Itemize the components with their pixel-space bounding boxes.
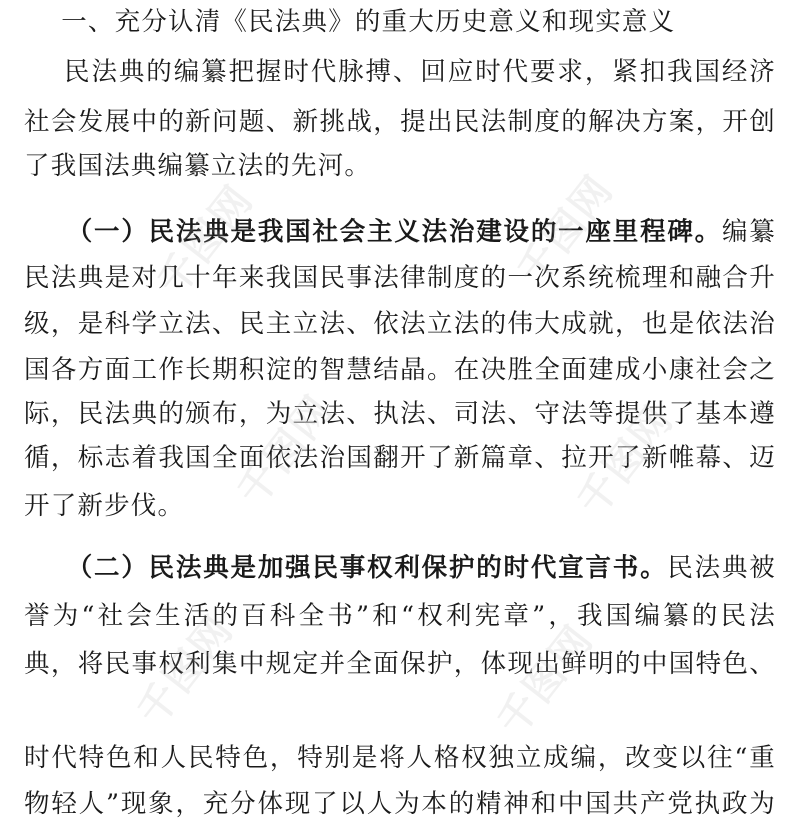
text-line-l3	[24, 104, 776, 140]
body-text: 开了新步伐。	[24, 491, 185, 521]
text-line-l10	[24, 440, 776, 476]
body-text: 编纂	[721, 217, 776, 247]
body-text: 誉为“社会生活的百科全书”和“权利宪章”，我国编纂的民法	[24, 601, 776, 631]
text-line-l15	[24, 740, 776, 776]
text-line-l16	[24, 786, 776, 822]
text-line-l13	[24, 598, 776, 634]
body-text: 民法典的编纂把握时代脉搏、回应时代要求，紧扣我国经济	[24, 57, 776, 87]
text-line-l9	[24, 396, 776, 432]
text-line-l2	[24, 54, 776, 90]
text-line-l14	[24, 646, 776, 682]
body-text: 级，是科学立法、民主立法、依法立法的伟大成就，也是依法治	[24, 309, 776, 339]
watermark-logo: 千图网	[228, 386, 343, 515]
body-text: 了我国法典编纂立法的先河。	[24, 151, 372, 181]
text-line-l12	[24, 550, 776, 586]
text-line-l6	[24, 260, 776, 296]
watermark-logo: 千图网	[148, 176, 263, 305]
body-text: 时代特色和人民特色，特别是将人格权独立成编，改变以往“重	[24, 743, 776, 773]
bold-heading-text: （一）民法典是我国社会主义法治建设的一座里程碑。	[24, 217, 722, 247]
body-text: 典，将民事权利集中规定并全面保护，体现出鲜明的中国特色、	[24, 649, 776, 679]
text-line-l4	[24, 148, 776, 184]
body-text: 一、充分认清《民法典》的重大历史意义和现实意义	[24, 7, 676, 37]
watermark-logo: 千图网	[488, 616, 603, 745]
bold-heading-text: （二）民法典是加强民事权利保护的时代宣言书。	[24, 553, 668, 583]
body-text: 国各方面工作长期积淀的智慧结晶。在决胜全面建成小康社会之	[24, 355, 776, 385]
body-text: 民法典是对几十年来我国民事法律制度的一次系统梳理和融合升	[24, 263, 776, 293]
body-text: 物轻人”现象，充分体现了以人为本的精神和中国共产党执政为	[24, 789, 776, 819]
body-text: 际，民法典的颁布，为立法、执法、司法、守法等提供了基本遵	[24, 399, 776, 429]
body-text: 循，标志着我国全面依法治国翻开了新篇章、拉开了新帷幕、迈	[24, 443, 776, 473]
text-line-l5	[24, 214, 776, 250]
text-line-l11	[24, 488, 776, 524]
watermark-logo: 千图网	[568, 396, 683, 525]
body-text: 民法典被	[667, 553, 776, 583]
watermark-logo: 千图网	[128, 606, 243, 735]
body-text: 社会发展中的新问题、新挑战，提出民法制度的解决方案，开创	[24, 107, 776, 137]
text-line-l1	[24, 4, 776, 40]
text-line-l7	[24, 306, 776, 342]
text-line-l8	[24, 352, 776, 388]
watermark-logo: 千图网	[508, 166, 623, 295]
